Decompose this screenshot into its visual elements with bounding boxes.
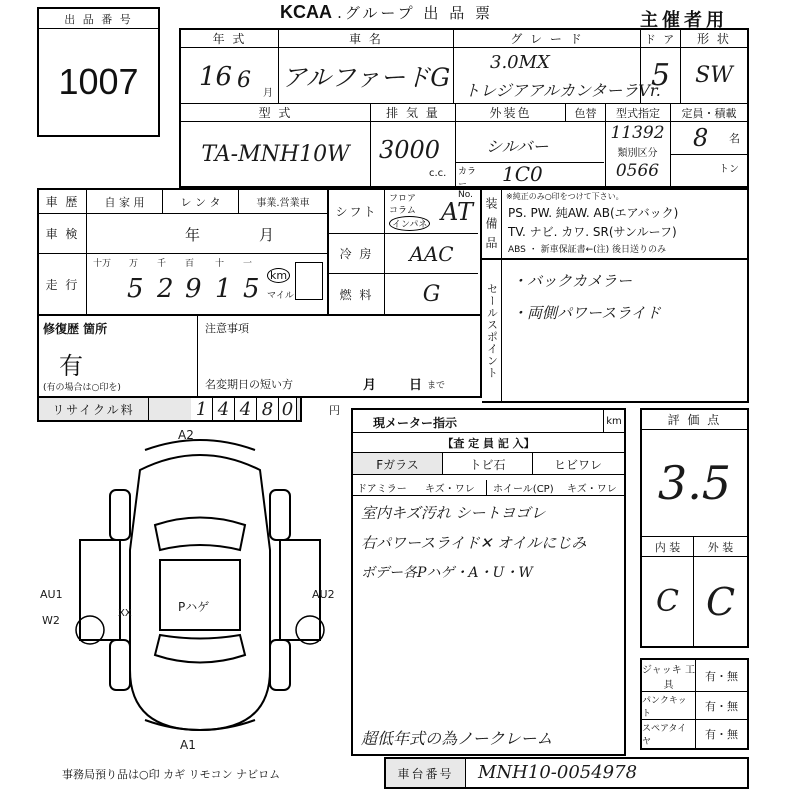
ac-value: AAC <box>385 234 478 274</box>
name-value: アルファードG <box>279 48 454 104</box>
capacity-label: 定員・積載 <box>671 104 747 122</box>
history-option-rental: レ ン タ <box>163 190 239 214</box>
digit-header-1: 一 <box>243 259 253 269</box>
rename-day: 日 <box>409 378 423 393</box>
ac-label: 冷 房 <box>329 234 385 274</box>
shift-cell <box>385 190 478 234</box>
recycle-digit: 0 <box>279 398 297 420</box>
inspection-month: 月 <box>259 226 275 244</box>
diagram-label: AU1 <box>40 588 63 601</box>
sales-points-label: セールスポイント <box>482 260 502 401</box>
score-label: 評 価 点 <box>642 410 747 430</box>
capacity-unit: 名 <box>729 132 740 145</box>
mileage-digit: 1 <box>215 274 232 304</box>
doors-label: ド ア <box>641 30 681 48</box>
repair-divider <box>197 316 198 396</box>
color-no-label: カラー No. <box>458 167 477 200</box>
month-value: 6 <box>237 68 251 93</box>
model-value: TA-MNH10W <box>181 122 371 186</box>
inspection-cell <box>87 214 327 254</box>
digit-header-100k: 十万 <box>93 259 112 269</box>
diagram-label: A2 <box>178 428 194 442</box>
drive-block <box>329 188 482 316</box>
history-option-private: 自 家 用 <box>87 190 163 214</box>
type-spec-label: 型式指定 <box>606 104 671 122</box>
sales-point-item: ・両側パワースライド <box>512 304 661 322</box>
jack-label: ジャッキ 工 具 <box>642 660 696 692</box>
digit-header-10: 十 <box>215 259 225 269</box>
body-value: SW <box>681 48 747 104</box>
recycle-digit: 4 <box>235 398 257 420</box>
type-spec-cell <box>606 122 671 186</box>
body-label: 形 状 <box>681 30 747 48</box>
interior-value: C <box>642 557 694 646</box>
mileage-digit: 9 <box>185 274 202 304</box>
capacity-value: 8 <box>693 124 709 152</box>
capacity-divider <box>671 154 747 155</box>
diagram-label: W2 <box>42 614 60 627</box>
shift-label: シフト <box>329 190 385 234</box>
diagram-label: AU2 <box>312 588 335 601</box>
glass-row <box>353 452 624 474</box>
mileage-digit: 5 <box>127 274 144 304</box>
meter-divider <box>353 432 624 433</box>
shift-option-column: コラム <box>389 206 416 216</box>
grade-label: グ レ ー ド <box>454 30 641 48</box>
chassis-label: 車台番号 <box>386 759 466 787</box>
displacement-label: 排 気 量 <box>371 104 456 122</box>
displacement-value: 3000 <box>379 136 441 164</box>
chassis-block <box>384 757 749 789</box>
brand-logo: KCAA <box>280 2 332 22</box>
recycle-label: リサイクル料 <box>39 398 149 420</box>
lot-label: 出 品 番 号 <box>39 9 158 29</box>
car-diagram <box>70 430 330 750</box>
repair-note: (有の場合は○印を) <box>43 383 121 393</box>
score-value: 3.5 <box>657 456 732 510</box>
history-block <box>37 188 329 316</box>
glass-chip: トビ石 <box>443 453 533 475</box>
diagram-label: A1 <box>180 738 196 752</box>
color-no-value: 1C0 <box>502 162 543 186</box>
mirror-state: キズ・ワレ <box>425 480 487 495</box>
exterior-label: 外装色 <box>456 104 566 122</box>
grade-cell <box>454 48 661 104</box>
wheel-label: ホイール(CP) <box>493 484 554 495</box>
year-label: 年 式 <box>181 30 279 48</box>
form-title <box>280 2 540 26</box>
recycle-unit: 円 <box>329 404 340 417</box>
inspector-label: 【査 定 員 記 入】 <box>442 437 535 450</box>
sales-point-item: ・バックカメラー <box>512 272 633 290</box>
fuel-value: G <box>422 281 441 307</box>
month-unit: 月 <box>263 88 273 99</box>
digit-header-10k: 万 <box>129 259 139 269</box>
rename-month: 月 <box>363 378 377 393</box>
spare-value: 有・無 <box>705 728 738 741</box>
wheel-state: キズ・ワレ <box>567 484 617 495</box>
rename-until: まで <box>427 381 446 391</box>
grade-value-2: トレジアアルカンターラVr. <box>464 81 661 100</box>
glass-label: Fガラス <box>353 453 443 475</box>
class-value: 0566 <box>615 161 660 181</box>
history-option-business: 事業.営業車 <box>239 190 327 214</box>
diagram-label: XX <box>118 608 132 619</box>
displacement-cell <box>371 122 456 186</box>
diagram-label: Pハゲ <box>178 600 210 614</box>
model-label: 型 式 <box>181 104 371 122</box>
tools-block <box>640 658 749 750</box>
type-spec-value: 11392 <box>610 123 665 143</box>
equipment-line-3: ABS ・ 新車保証書←(注) 後日送りのみ <box>508 245 667 255</box>
equipment-label: 装 備 品 <box>482 190 502 258</box>
inspector-note: ボデー各Pハゲ・A・U・W <box>361 565 533 581</box>
exterior-value: C <box>705 579 736 624</box>
inspection-year: 年 <box>185 226 201 244</box>
inspector-note: 室内キズ汚れ シートヨゴレ <box>361 504 546 522</box>
color-change-label: 色替 <box>566 104 606 122</box>
caution-label: 注意事項 <box>205 322 249 335</box>
repair-label: 修復歴 箇所 <box>43 322 108 336</box>
mileage-label: 走 行 <box>39 254 87 314</box>
class-label: 類別区分 <box>617 147 658 159</box>
shift-option-floor: フロア <box>389 194 417 204</box>
inspector-block <box>351 408 626 756</box>
mirror-label: ドアミラー <box>357 484 407 495</box>
sales-points-block <box>482 258 749 403</box>
doors-value: 5 <box>641 48 681 104</box>
displacement-unit: c.c. <box>429 168 447 179</box>
repair-block <box>37 316 482 398</box>
fuel-label: 燃 料 <box>329 274 385 314</box>
history-label: 車 歴 <box>39 190 87 214</box>
grade-value-1: 3.0MX <box>490 52 550 73</box>
jack-value: 有・無 <box>696 660 747 692</box>
lot-number: 1007 <box>58 61 139 102</box>
equipment-line-2: TV. ナビ. カワ. SR(サンルーフ) <box>508 225 677 239</box>
organizer-label: 主催者用 <box>640 10 728 31</box>
grades-block <box>640 408 749 648</box>
mile-unit: マイル <box>267 291 294 301</box>
footer-note: 事務局預り品は○印 カギ リモコン ナビロム <box>62 768 281 781</box>
spare-label: スペアタイヤ <box>642 720 696 748</box>
inspector-stamp: 超低年式の為ノークレーム <box>361 729 553 748</box>
chassis-value: MNH10-0054978 <box>478 762 638 783</box>
ton-unit: トン <box>719 164 739 175</box>
shift-option-panel: インパネ <box>389 216 430 231</box>
equipment-note: ※純正のみ○印をつけて下さい。 <box>506 192 624 201</box>
interior-label: 内 装 <box>642 537 694 557</box>
puncture-value: 有・無 <box>696 692 747 720</box>
mirror-row <box>353 474 624 496</box>
equipment-line-1: PS. PW. 純AW. AB(エアバック) <box>508 206 679 220</box>
digit-header-100: 百 <box>185 259 195 269</box>
inspector-note: 右パワースライド✕ オイルにじみ <box>361 534 587 552</box>
inspection-label: 車 検 <box>39 214 87 254</box>
recycle-digit: 1 <box>191 398 213 420</box>
year-value: 16 <box>199 62 233 92</box>
mileage-cell <box>87 254 327 314</box>
recycle-block <box>37 398 340 422</box>
recycle-digit: 8 <box>257 398 279 420</box>
rename-label: 名変期日の短い方 <box>205 378 293 391</box>
exterior-value: シルバー <box>486 137 549 156</box>
recycle-digit: 4 <box>213 398 235 420</box>
mileage-box <box>295 262 323 300</box>
meter-label: 現メーター指示 <box>373 416 458 430</box>
capacity-cell <box>671 122 747 186</box>
shift-value: AT <box>441 198 474 226</box>
puncture-label: パンクキット <box>642 692 696 720</box>
mileage-digit: 2 <box>157 274 174 304</box>
repair-value: 有 <box>59 352 83 380</box>
glass-crack: ヒビワレ <box>553 457 602 472</box>
year-cell <box>181 48 279 104</box>
name-label: 車 名 <box>279 30 454 48</box>
lot-box <box>37 7 160 137</box>
mileage-digit: 5 <box>243 274 260 304</box>
exterior-label: 外 装 <box>694 537 747 557</box>
meter-unit: km <box>603 410 624 432</box>
digit-header-1k: 千 <box>157 259 167 269</box>
equipment-block <box>482 188 749 260</box>
title-text: .グループ 出 品 票 <box>337 4 493 22</box>
km-unit: km <box>267 268 290 283</box>
